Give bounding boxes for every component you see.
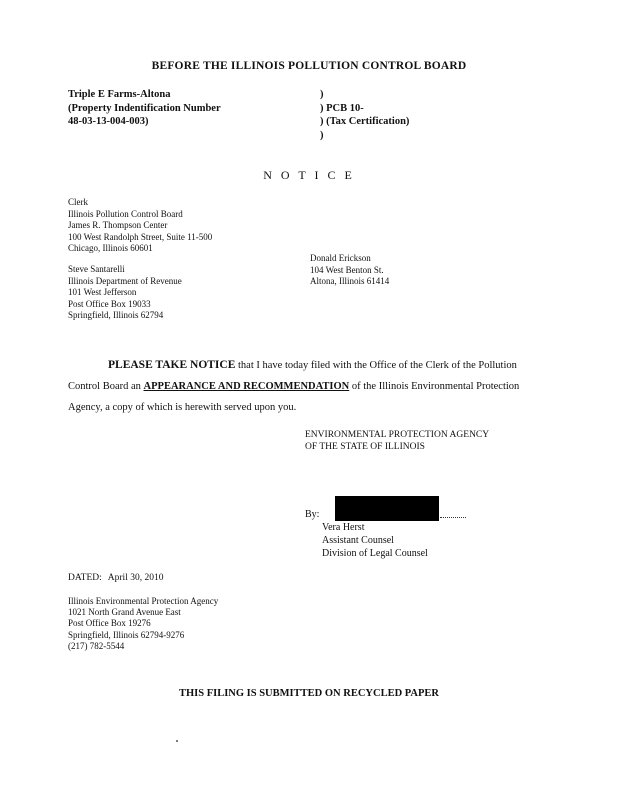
notice-lead: PLEASE TAKE NOTICE bbox=[108, 359, 236, 371]
address-line: Chicago, Illinois 60601 bbox=[68, 243, 153, 253]
signature-line bbox=[440, 517, 466, 518]
notice-title: N O T I C E bbox=[263, 168, 355, 182]
caption-right-line: ) bbox=[320, 89, 324, 100]
agency-line: OF THE STATE OF ILLINOIS bbox=[305, 441, 425, 452]
address-line: Altona, Illinois 61414 bbox=[310, 276, 390, 286]
caption-party-line: Triple E Farms-Altona bbox=[68, 89, 171, 100]
address-line: Springfield, Illinois 62794-9276 bbox=[68, 629, 185, 640]
caption-right-line: ) bbox=[320, 129, 324, 141]
case-caption-number bbox=[320, 88, 409, 142]
address-line: Illinois Environmental Protection Agency bbox=[68, 596, 219, 606]
address-line: Springfield, Illinois 62794 bbox=[68, 310, 164, 320]
caption-party-line: (Property Indentification Number bbox=[68, 102, 221, 114]
address-line: Illinois Pollution Control Board bbox=[68, 208, 183, 219]
signer-line: Division of Legal Counsel bbox=[322, 548, 428, 559]
address-line: Post Office Box 19276 bbox=[68, 618, 151, 629]
signer-line: Assistant Counsel bbox=[322, 535, 394, 546]
redacted-signature bbox=[335, 496, 439, 521]
address-line: Illinois Department of Revenue bbox=[68, 275, 182, 286]
dated-line bbox=[68, 573, 163, 583]
address-line: 104 West Benton St. bbox=[310, 264, 384, 275]
address-line: Donald Erickson bbox=[310, 253, 371, 263]
dated-label: DATED: bbox=[68, 573, 102, 583]
address-line: (217) 782-5544 bbox=[68, 640, 125, 651]
by-label: By: bbox=[305, 509, 320, 520]
recycled-paper-note: THIS FILING IS SUBMITTED ON RECYCLED PAPER bbox=[178, 688, 440, 699]
notice-body bbox=[68, 355, 548, 418]
address-line: 100 West Randolph Street, Suite 11-500 bbox=[68, 231, 213, 242]
board-heading: BEFORE THE ILLINOIS POLLUTION CONTROL BOARD bbox=[151, 60, 467, 72]
filed-document-title: APPEARANCE AND RECOMMENDATION bbox=[143, 381, 350, 392]
scan-speck bbox=[176, 740, 178, 742]
recipient-owner bbox=[310, 253, 389, 288]
address-line: Post Office Box 19033 bbox=[68, 298, 151, 309]
signer-block bbox=[322, 521, 428, 560]
caption-party-line: 48-03-13-004-003) bbox=[68, 116, 149, 127]
agency-line: ENVIRONMENTAL PROTECTION AGENCY bbox=[305, 430, 490, 440]
recipient-clerk bbox=[68, 197, 212, 255]
case-caption-party bbox=[68, 88, 221, 129]
address-line: 1021 North Grand Avenue East bbox=[68, 607, 181, 618]
address-line: 101 West Jefferson bbox=[68, 287, 137, 297]
signer-line: Vera Herst bbox=[322, 522, 365, 533]
address-line: Steve Santarelli bbox=[68, 264, 125, 274]
agency-signature-block bbox=[305, 430, 489, 453]
recipient-revenue bbox=[68, 264, 182, 322]
address-line: James R. Thompson Center bbox=[68, 220, 168, 230]
agency-address bbox=[68, 596, 218, 652]
caption-right-line: ) (Tax Certification) bbox=[320, 116, 410, 127]
dated-value: April 30, 2010 bbox=[107, 573, 164, 583]
notice-text-1: that I have today filed with the Office of the Clerk of the Pollution Control Board an bbox=[68, 360, 517, 392]
notice-text-2: of the Illinois Environmental Protection Agency, a copy of which is herewith served upon you. bbox=[68, 381, 520, 413]
caption-right-line: ) PCB 10- bbox=[320, 102, 364, 114]
address-line: Clerk bbox=[68, 197, 88, 207]
